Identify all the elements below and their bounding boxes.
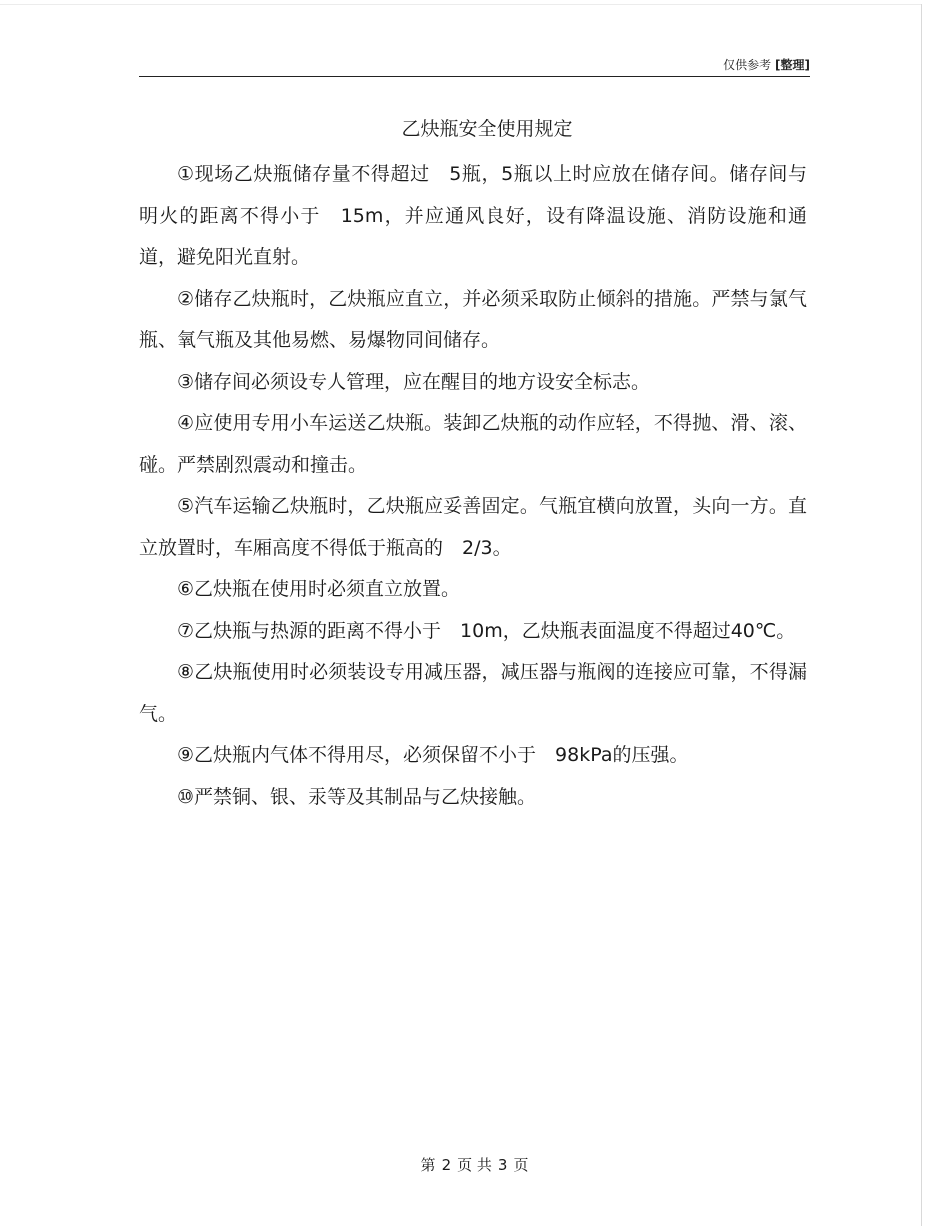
footer-page-number: 2 [441,1156,452,1174]
rule-paragraph-7: ⑦乙炔瓶与热源的距离不得小于 10m，乙炔瓶表面温度不得超过40℃。 [177,619,796,642]
rule-paragraph-8: ⑧乙炔瓶使用时必须装设专用减压器，减压器与瓶阀的连接应可靠，不得漏气。 [139,661,807,725]
rule-paragraph-4: ④应使用专用小车运送乙炔瓶。装卸乙炔瓶的动作应轻，不得抛、滑、滚、碰。严禁剧烈震动和撞击。 [139,412,807,476]
header-tag: [整理] [775,58,810,72]
page-footer [139,1154,810,1176]
header-label: 仅供参考 [723,58,772,72]
page-top-border [0,4,921,5]
rule-paragraph-2: ②储存乙炔瓶时，乙炔瓶应直立，并必须采取防止倾斜的措施。严禁与氯气瓶、氧气瓶及其他易燃、易爆物同间储存。 [139,287,807,351]
footer-prefix: 第 [420,1156,436,1174]
rule-paragraph-6: ⑥乙炔瓶在使用时必须直立放置。 [177,578,461,600]
document-body [139,154,807,818]
rule-paragraph-1: ①现场乙炔瓶储存量不得超过 5瓶，5瓶以上时应放在储存间。储存间与明火的距离不得小于 15m，并应通风良好，设有降温设施、消防设施和通道，避免阳光直射。 [139,163,807,268]
footer-mid: 页 共 [457,1156,492,1174]
page-right-border [921,4,922,1226]
page-header [139,56,810,77]
rule-paragraph-3: ③储存间必须设专人管理，应在醒目的地方设安全标志。 [177,370,651,393]
footer-total-pages: 3 [497,1156,508,1174]
document-title: 乙炔瓶安全使用规定 [401,118,573,140]
footer-suffix: 页 [513,1156,529,1174]
rule-paragraph-9: ⑨乙炔瓶内气体不得用尽，必须保留不小于 98kPa的压强。 [177,744,689,766]
rule-paragraph-10: ⑩严禁铜、银、汞等及其制品与乙炔接触。 [177,785,537,808]
rule-paragraph-5: ⑤汽车运输乙炔瓶时，乙炔瓶应妥善固定。气瓶宜横向放置，头向一方。直立放置时，车厢高度不得低于瓶高的 2/3。 [139,495,807,559]
header-note [723,57,810,73]
